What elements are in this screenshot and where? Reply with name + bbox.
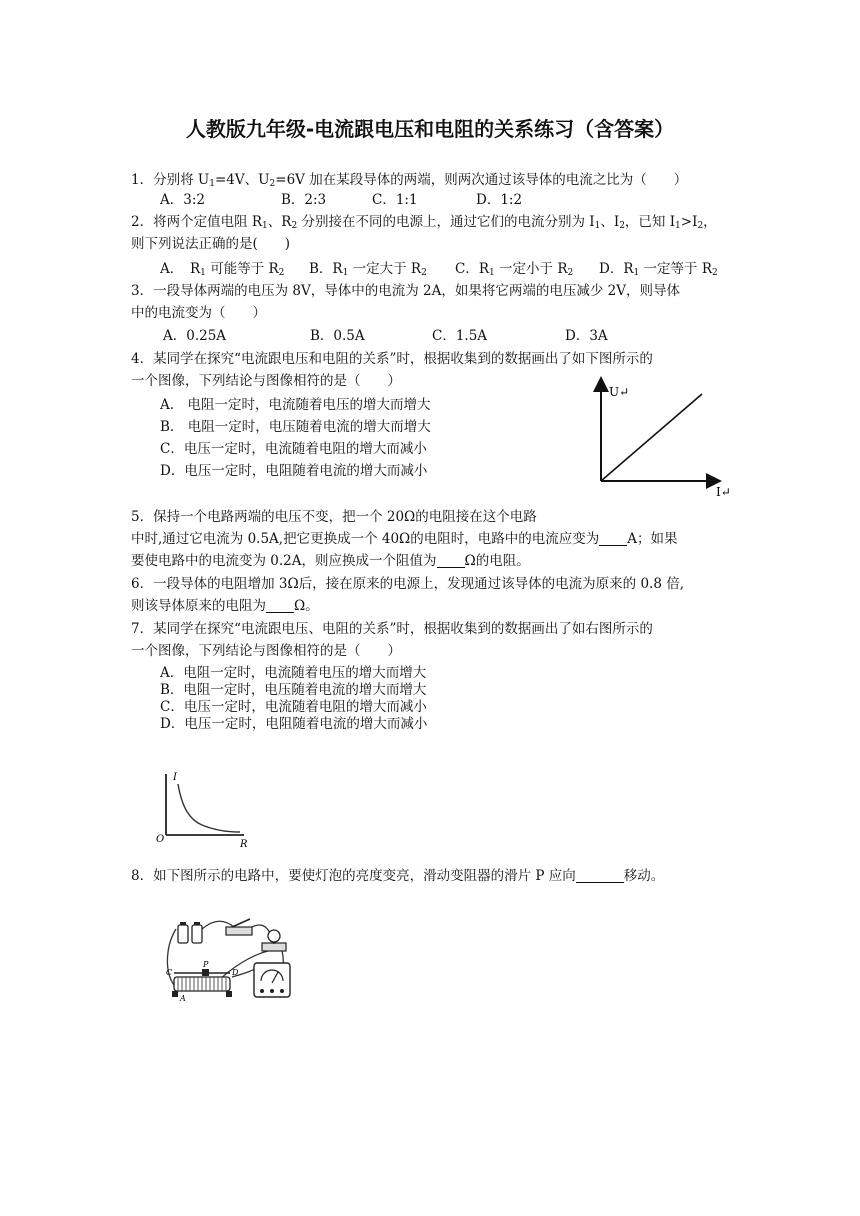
question-2-line-2: 则下列说法正确的是( ) bbox=[131, 236, 291, 252]
question-5-line-1: 5．保持一个电路两端的电压不变，把一个 20Ω的电阻接在这个电路 bbox=[131, 509, 537, 525]
slider-label: P bbox=[203, 960, 209, 969]
circuit-figure bbox=[162, 915, 302, 1005]
i-r-graph bbox=[156, 770, 256, 850]
question-5-line-2: 中时,通过它电流为 0.5A,把它更换成一个 40Ω的电阻时，电路中的电流应变为 A；如果 bbox=[131, 531, 678, 547]
question-3-line-1: 3．一段导体两端的电压为 8V，导体中的电流为 2A，如果将它两端的电压减少 2V，则导体 bbox=[131, 283, 680, 299]
terminal-a-label: A bbox=[180, 994, 186, 1003]
q4-option-b: B. 电阻一定时，电压随着电流的增大而增大 bbox=[160, 419, 431, 435]
question-4-line-1: 4．某同学在探究“电流跟电压和电阻的关系”时，根据收集到的数据画出了如下图所示的 bbox=[131, 351, 653, 367]
q1-option-d: D．1:2 bbox=[476, 192, 523, 208]
q1-option-b: B．2:3 bbox=[281, 192, 327, 208]
question-2-line-1: 2．将两个定值电阻 $R_1$、$R_2$ 分别接在不同的电源上，通过它们的电流分别为 $I_1$、$I_2$，已知 $I_1>I_2$， bbox=[131, 214, 717, 231]
q2-option-b: B．$R_1$ 一定大于 $R_2$ bbox=[309, 261, 427, 278]
terminal-c-label: C bbox=[166, 968, 173, 977]
q4-option-a: A. 电阻一定时，电流随着电压的增大而增大 bbox=[160, 397, 431, 413]
answer-blank-current[interactable] bbox=[599, 531, 627, 546]
y-axis-label: U↵ bbox=[609, 385, 630, 399]
page-title: 人教版九年级-电流跟电压和电阻的关系练习（含答案） bbox=[185, 117, 675, 141]
question-3-line-2: 中的电流变为（ ） bbox=[131, 305, 266, 321]
u-i-graph bbox=[592, 378, 732, 500]
rheostat-icon bbox=[172, 969, 232, 997]
question-7-line-1: 7．某同学在探究“电流跟电压、电阻的关系”时，根据收集到的数据画出了如右图所示的 bbox=[131, 621, 653, 637]
proportional-line bbox=[601, 394, 702, 481]
terminal-d-label: D bbox=[232, 968, 239, 977]
answer-blank-original-resistance[interactable] bbox=[266, 598, 294, 613]
q7-option-d: D．电压一定时，电阻随着电流的增大而减小 bbox=[160, 716, 428, 732]
switch-icon bbox=[226, 919, 252, 935]
q3-option-a: A．0.25A bbox=[163, 328, 227, 344]
question-4-line-2: 一个图像，下列结论与图像相符的是（ ） bbox=[131, 373, 401, 389]
q7-option-b: B．电阻一定时，电压随着电流的增大而增大 bbox=[160, 682, 427, 698]
q7-option-a: A．电阻一定时，电流随着电压的增大而增大 bbox=[160, 665, 427, 681]
answer-blank-resistance[interactable] bbox=[437, 553, 465, 568]
q2-option-d: D．$R_1$ 一定等于 $R_2$ bbox=[599, 261, 718, 278]
origin-label: O bbox=[156, 834, 165, 845]
answer-blank-direction[interactable] bbox=[576, 868, 624, 883]
q1-option-a: A．3:2 bbox=[160, 192, 205, 208]
inverse-curve bbox=[178, 784, 240, 832]
y-axis-label: I bbox=[173, 772, 177, 783]
q7-option-c: C．电压一定时，电流随着电阻的增大而减小 bbox=[160, 699, 427, 715]
question-1: 1．分别将 $U_1=4V$、$U_2=6V$ 加在某段导体的两端，则两次通过该导体的电流之比为（ ） bbox=[131, 172, 688, 189]
question-6-line-2: 则该导体原来的电阻为 Ω。 bbox=[131, 598, 319, 614]
x-axis-label: I↵ bbox=[716, 485, 731, 499]
q1-option-c: C．1:1 bbox=[372, 192, 418, 208]
q3-option-b: B．0.5A bbox=[310, 328, 365, 344]
q3-option-d: D．3A bbox=[565, 328, 608, 344]
x-axis-label: R bbox=[240, 839, 248, 850]
question-8-line-1: 8．如下图所示的电路中，要使灯泡的亮度变亮，滑动变阻器的滑片 P 应向 移动。 bbox=[131, 868, 665, 884]
q4-option-d: D．电压一定时，电阻随着电流的增大而减小 bbox=[160, 463, 428, 479]
q3-option-c: C．1.5A bbox=[432, 328, 488, 344]
question-7-line-2: 一个图像，下列结论与图像相符的是（ ） bbox=[131, 643, 401, 659]
circuit-wire bbox=[252, 925, 270, 933]
question-6-line-1: 6．一段导体的电阻增加 3Ω后，接在原来的电源上，发现通过该导体的电流为原来的 0.8 倍, bbox=[131, 576, 685, 592]
q2-option-a: A． $R_1$ 可能等于 $R_2$ bbox=[160, 261, 285, 278]
battery-icon bbox=[178, 922, 202, 943]
question-5-line-3: 要使电路中的电流变为 0.2A，则应换成一个阻值为 Ω的电阻。 bbox=[131, 553, 530, 569]
lamp-icon bbox=[262, 930, 286, 951]
ammeter-icon bbox=[254, 963, 290, 997]
q2-option-c: C．$R_1$ 一定小于 $R_2$ bbox=[455, 261, 574, 278]
q4-option-c: C．电压一定时，电流随着电阻的增大而减小 bbox=[160, 441, 427, 457]
